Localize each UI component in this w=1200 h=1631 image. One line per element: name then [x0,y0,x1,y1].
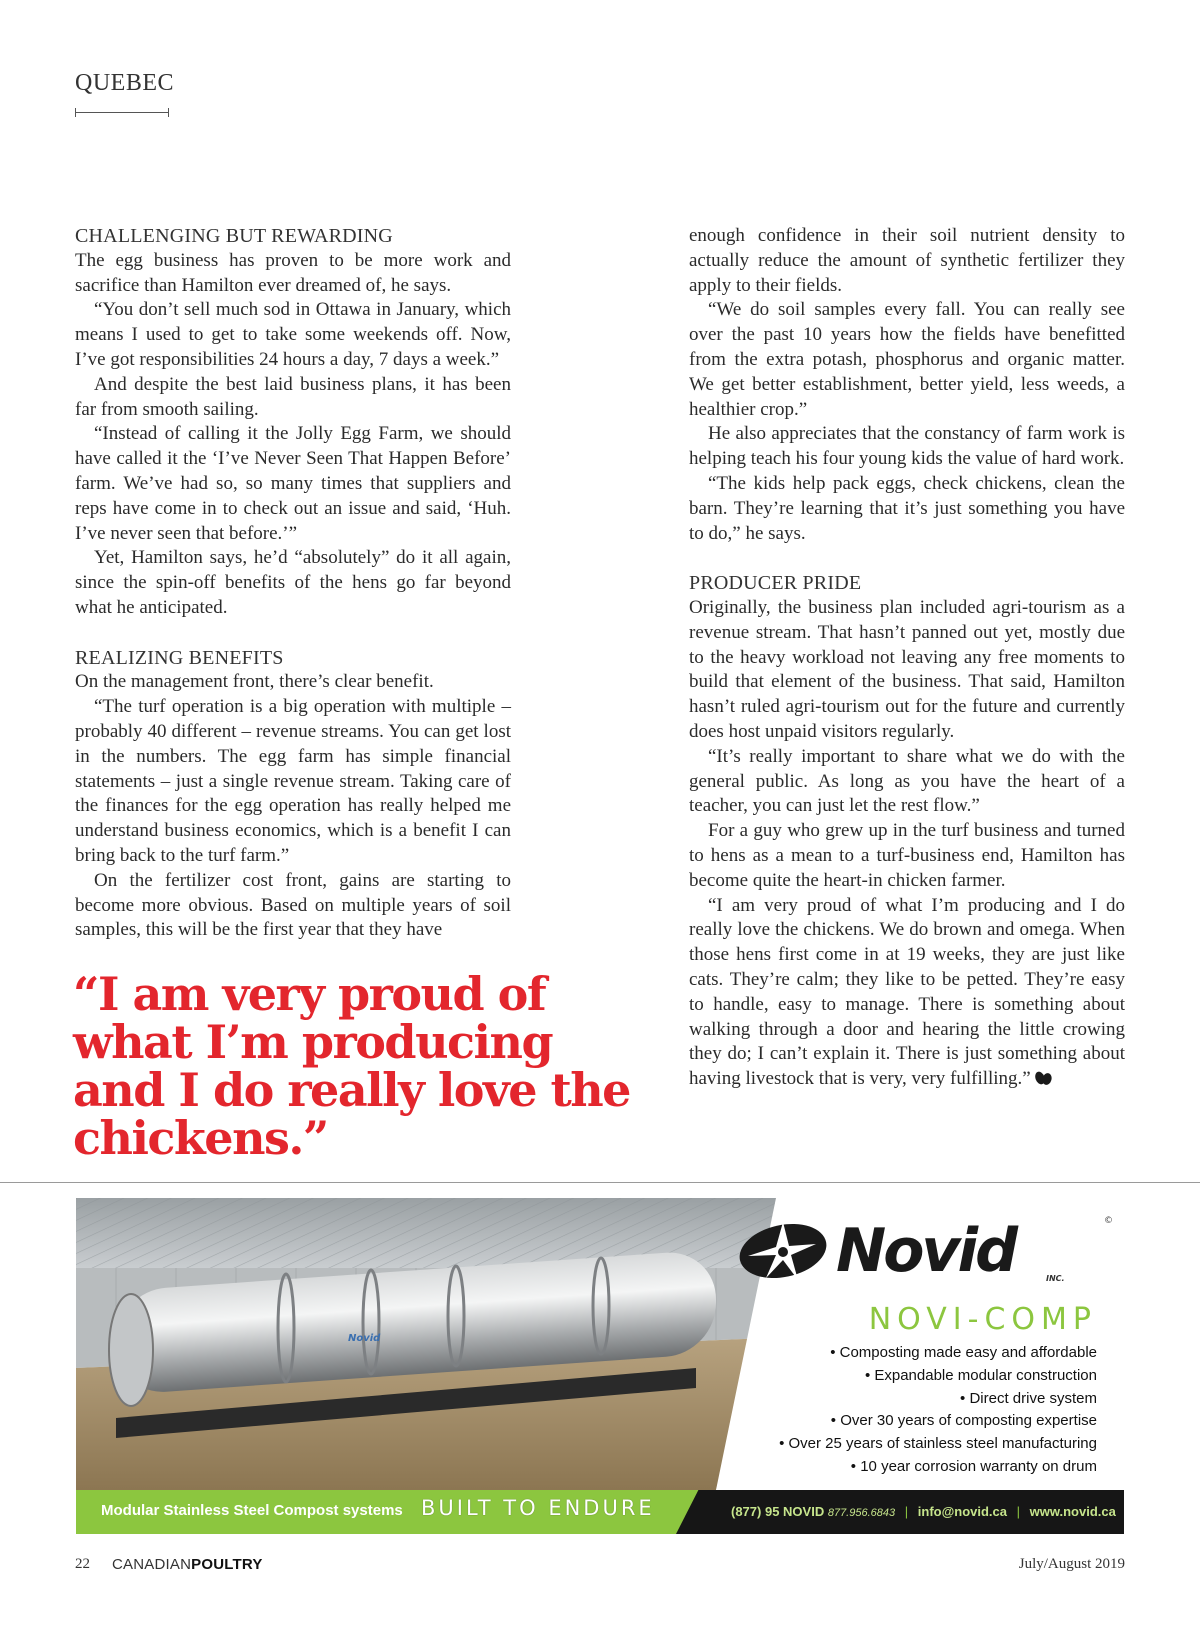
separator: | [1016,1504,1021,1519]
paragraph: On the management front, there’s clear benefit. [75,671,434,693]
article-column-right [689,224,1125,1092]
product-name: NOVI-COMP [868,1302,1097,1337]
subheading-challenging: CHALLENGING BUT REWARDING [75,225,393,247]
website-link[interactable]: www.novid.ca [1029,1504,1116,1519]
paragraph: Yet, Hamilton says, he’d “absolutely” do it all again, since the spin-off benefits of the hens go far beyond what he anticipated. [75,547,511,618]
novid-logo [736,1216,1116,1286]
separator: | [904,1504,909,1519]
paragraph-text: “I am very proud of what I’m producing and I do really love the chickens. We do brown and omega. When those hens first come in at 19 weeks, they are just like cats. They’re calm; they like to be petted. They’re easy to handle, easy to manage. There is something about walking through a door and hearing the little crowing they do; I can’t explain it. There is just something about having livestock that is very, very fulfilling.” [689,894,1125,1090]
magazine-prefix: CANADIAN [112,1556,192,1573]
article-column-left [75,224,511,943]
feature-item: • Over 25 years of stainless steel manufacturing [779,1435,1097,1453]
pull-quote: “I am very proud of what I’m producing and I do really love the chickens.” [73,967,630,1165]
paragraph: “You don’t sell much sod in Ottawa in January, which means I used to get to take some weekends off. Now, I’ve got responsibilities 24 hours a day, 7 days a week.” [75,299,511,370]
ad-tagline: Modular Stainless Steel Compost systems [101,1502,403,1519]
paragraph-final [689,894,1125,1092]
phone-number[interactable]: (877) 95 NOVID [731,1504,825,1519]
ad-slogan: BUILT TO ENDURE [421,1496,655,1520]
paragraph: And despite the best laid business plans, it has been far from smooth sailing. [75,373,511,420]
subheading-producer-pride: PRODUCER PRIDE [689,572,862,595]
feature-item: • Expandable modular construction [864,1366,1097,1384]
contact-info [731,1504,1116,1519]
feature-item: • Direct drive system [960,1389,1097,1407]
section-rule [75,112,169,113]
paragraph: On the fertilizer cost front, gains are starting to become more obvious. Based on multiple years of soil samples, this will be the first year that they have [75,869,511,941]
novid-inc: INC. [1046,1274,1065,1283]
paragraph: “Instead of calling it the Jolly Egg Farm, we should have called it the ‘I’ve Never Seen That Happen Before’ farm. We’ve had so, so many times that suppliers and reps have come in to check out an issue and said, ‘Huh. I’ve never seen that before.’” [75,423,511,544]
ad-contact-bar [76,1490,1124,1534]
feature-item: • 10 year corrosion warranty on drum [850,1457,1097,1475]
feature-item: • Composting made easy and affordable [830,1344,1097,1361]
paragraph: Originally, the business plan included agri-tourism as a revenue stream. That hasn’t panned out yet, mostly due to the heavy workload not leaving any free moments to build that element of the business. That said, Hamilton hasn’t ruled agri-tourism out for the future and currently does host unpaid visitors regularly. [689,596,1125,742]
section-label: QUEBEC [75,70,174,96]
end-of-article-icon [1035,1070,1052,1086]
paragraph: The egg business has proven to be more work and sacrifice than Hamilton ever dreamed of, he says. [75,249,511,296]
drum-label: Novid [348,1333,381,1344]
compass-star-icon [736,1216,831,1286]
ad-divider [0,1182,1200,1183]
issue-date: July/August 2019 [1018,1556,1125,1572]
paragraph: For a guy who grew up in the turf business and turned to hens as a mean to a turf-business end, Hamilton has become quite the heart-in chicken farmer. [689,820,1125,891]
subheading-realizing-benefits: REALIZING BENEFITS [75,646,284,669]
novid-advertisement[interactable] [76,1198,1124,1534]
novid-wordmark: Novid [836,1216,1016,1286]
page-number: 22 [75,1556,90,1572]
magazine-name [112,1556,263,1573]
feature-list [717,1342,1097,1479]
paragraph: enough confidence in their soil nutrient density to actually reduce the amount of synthetic fertilizer they apply to their fields. [689,225,1125,296]
paragraph: “It’s really important to share what we do with the general public. As long as you have the heart of a teacher, you can just let the rest flow.” [689,745,1125,817]
paragraph: He also appreciates that the constancy of farm work is helping teach his four young kids the value of hard work. [689,423,1125,470]
phone-number-alt[interactable]: 877.956.6843 [827,1507,896,1519]
email-link[interactable]: info@novid.ca [917,1504,1008,1519]
paragraph: “We do soil samples every fall. You can really see over the past 10 years how the fields have benefitted from the extra potash, phosphorus and organic matter. We get better establishment, better yield, less weeds, a healthier crop.” [689,299,1125,420]
registered-mark: © [1104,1216,1113,1226]
feature-item: • Over 30 years of composting expertise [830,1412,1097,1430]
paragraph: “The turf operation is a big operation with multiple – probably 40 different – revenue streams. You can get lost in the numbers. The egg farm has simple financial statements – just a single revenue stream. Taking care of the finances for the egg operation has really helped me understand business economics, which is a benefit I can bring back to the turf farm.” [75,696,511,866]
magazine-title: POULTRY [191,1556,263,1573]
paragraph: “The kids help pack eggs, check chickens, clean the barn. They’re learning that it’s just something you have to do,” he says. [689,472,1125,544]
